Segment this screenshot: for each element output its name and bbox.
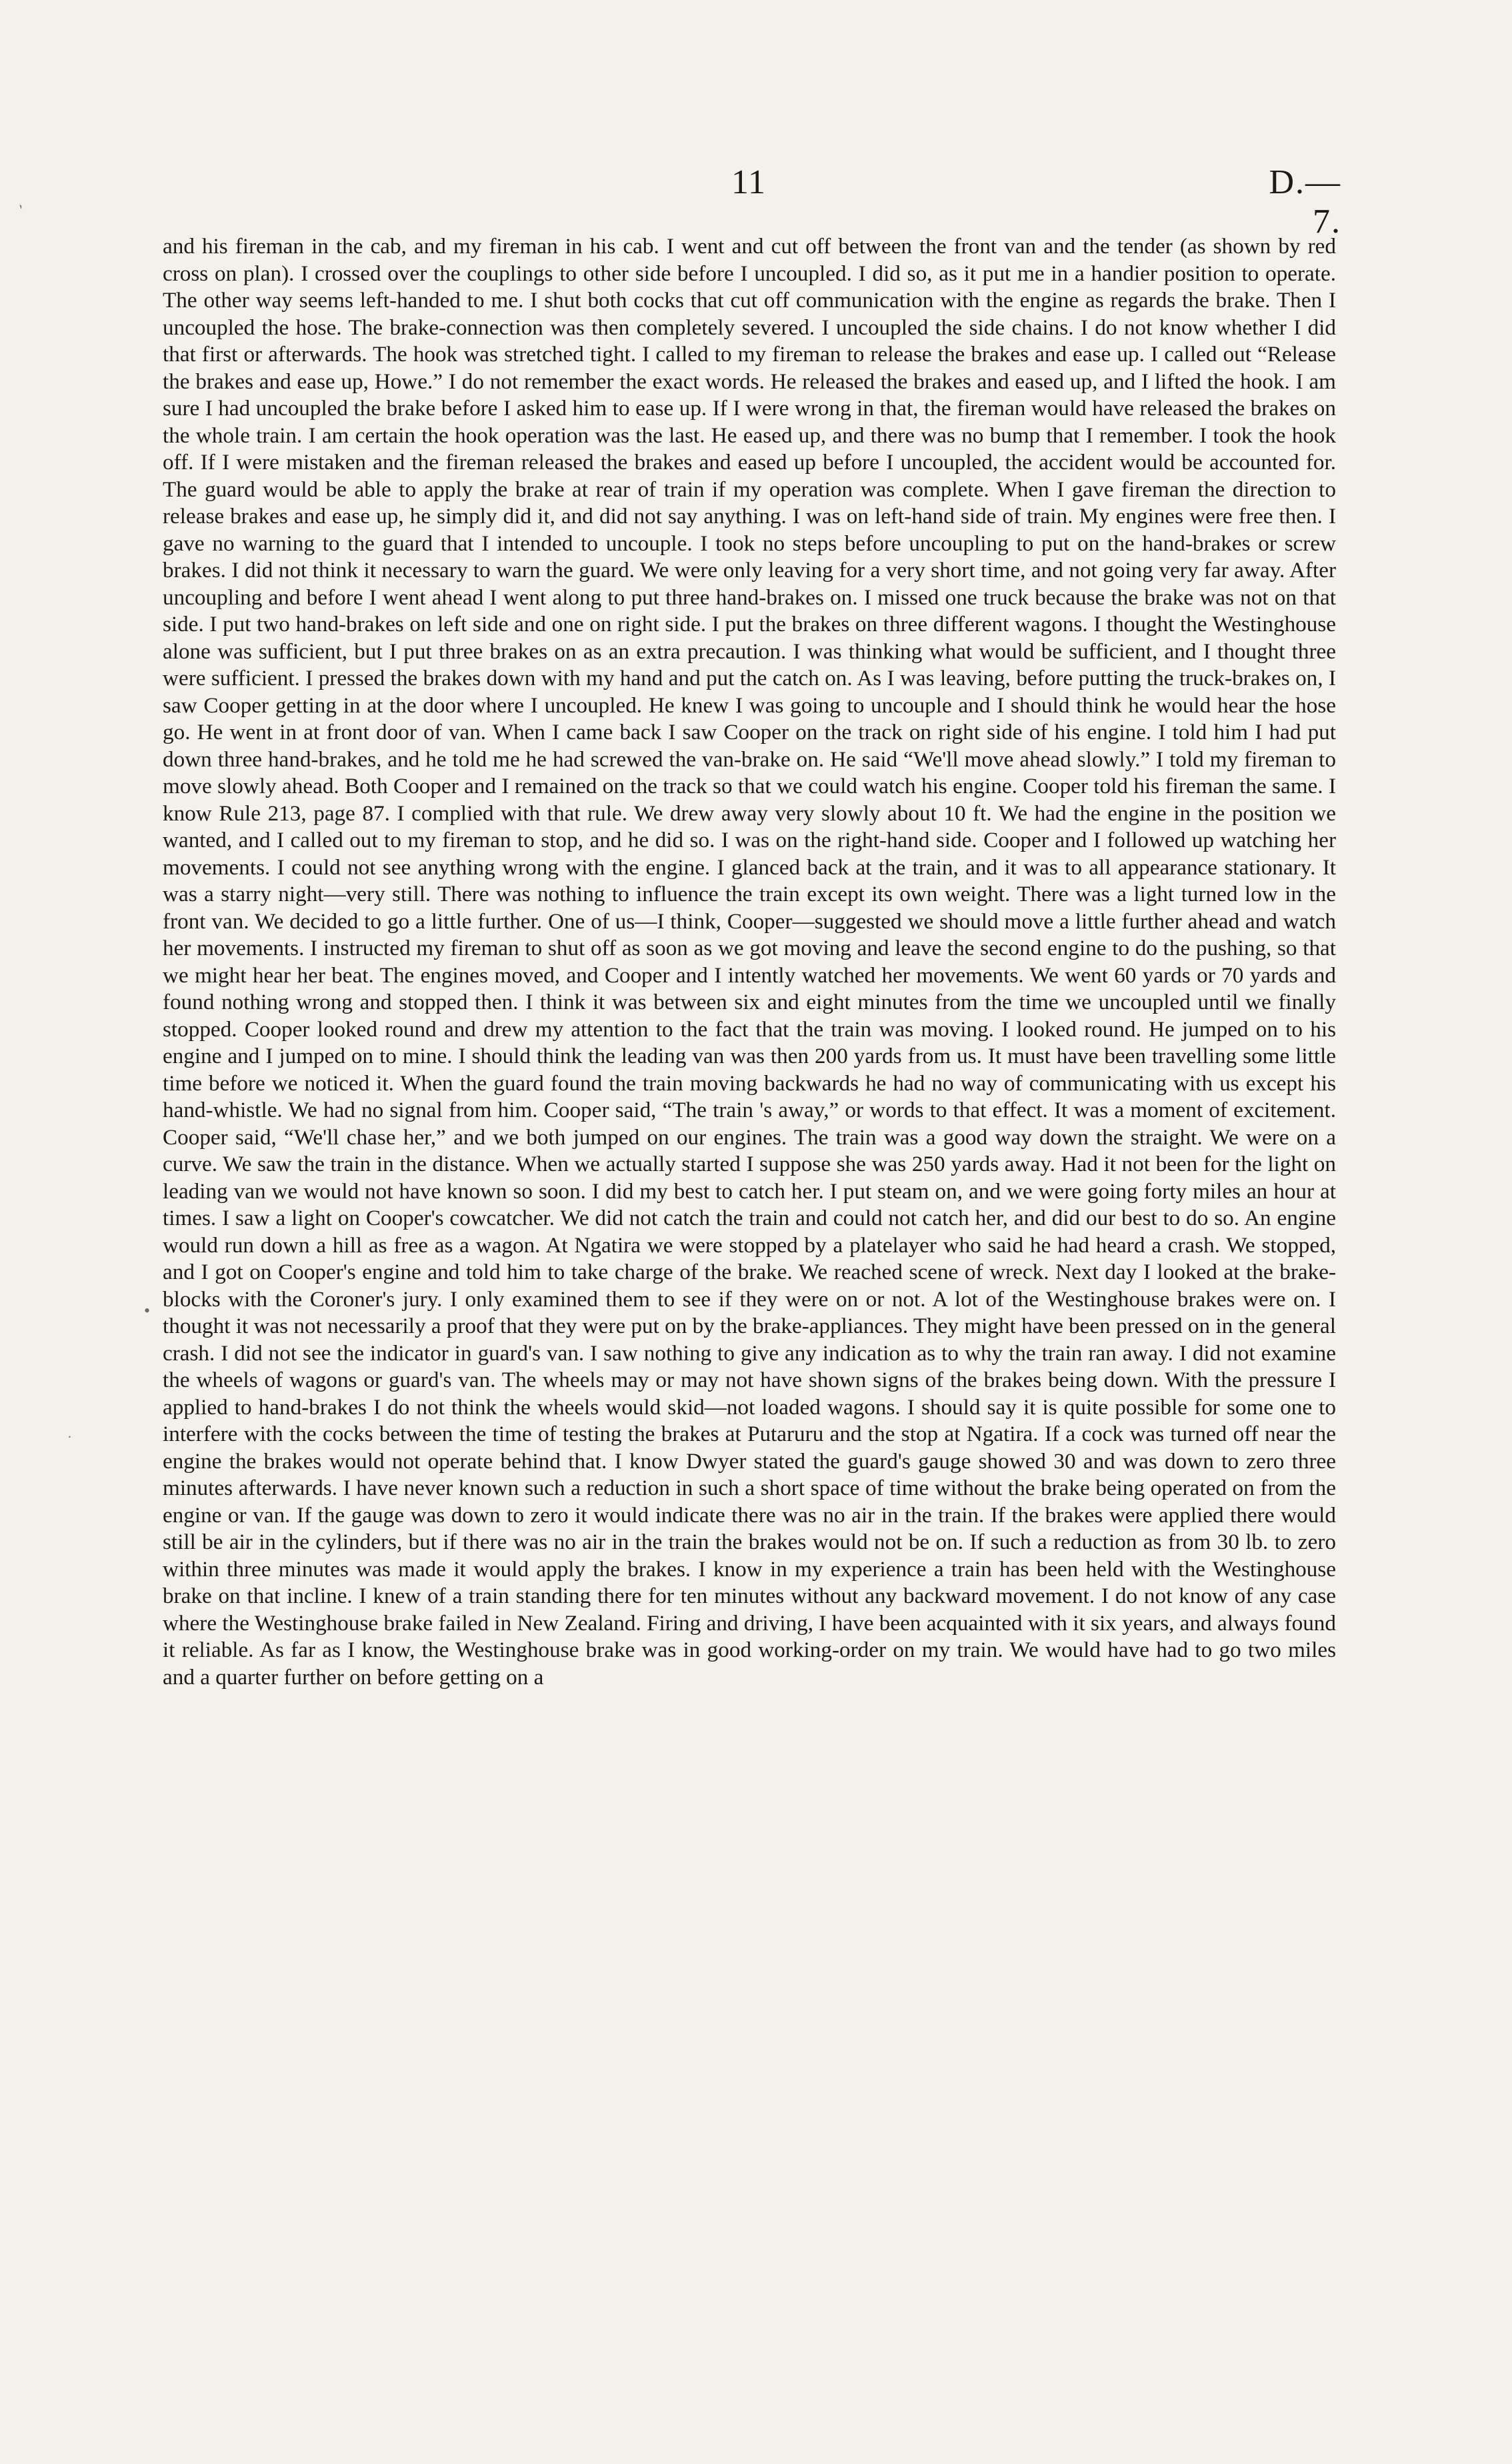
margin-mark: ` xyxy=(9,201,26,221)
body-paragraph: and his fireman in the cab, and my fireman in his cab. I went and cut off between the front van and the tender (as shown by red cross on plan). I crossed over the couplings to other side before I uncoupled. I did so, as it put me in a handier position to operate. The other way seems left-handed to me. I shut both cocks that cut off communication with the engine as regards the brake. Then I uncoupled the hose. The brake-connection was then completely severed. I uncoupled the side chains. I do not know whether I did that first or afterwards. The hook was stretched tight. I called to my fireman to release the brakes and ease up. I called out “Release the brakes and ease up, Howe.” I do not remember the exact words. He released the brakes and eased up, and I lifted the hook. I am sure I had uncoupled the brake before I asked him to ease up. If I were wrong in that, the fireman would have released the brakes on the whole train. I am certain the hook operation was the last. He eased up, and there was no bump that I remember. I took the hook off. If I were mistaken and the fireman released the brakes and eased up before I uncoupled, the accident would be accounted for. The guard would be able to apply the brake at rear of train if my operation was complete. When I gave fireman the direction to release brakes and ease up, he simply did it, and did not say anything. I was on left-hand side of train. My engines were free then. I gave no warning to the guard that I intended to uncouple. I took no steps before uncoupling to put on the hand-brakes or screw brakes. I did not think it necessary to warn the guard. We were only leaving for a very short time, and not going very far away. After uncoupling and before I went ahead I went along to put three hand-brakes on. I missed one truck because the brake was not on that side. I put two hand-brakes on left side and one on right side. I put the brakes on three different wagons. I thought the Westinghouse alone was sufficient, but I put three brakes on as an extra precaution. I was thinking what would be sufficient, and I thought three were sufficient. I pressed the brakes down with my hand and put the catch on. As I was leaving, before putting the truck-brakes on, I saw Cooper getting in at the door where I uncoupled. He knew I was going to uncouple and I should think he would hear the hose go. He went in at front door of van. When I came back I saw Cooper on the track on right side of his engine. I told him I had put down three hand-brakes, and he told me he had screwed the van-brake on. He said “We'll move ahead slowly.” I told my fireman to move slowly ahead. Both Cooper and I remained on the track so that we could watch his engine. Cooper told his fireman the same. I know Rule 213, page 87. I complied with that rule. We drew away very slowly about 10 ft. We had the engine in the position we wanted, and I called out to my fireman to stop, and he did so. I was on the right-hand side. Cooper and I followed up watching her movements. I could not see anything wrong with the engine. I glanced back at the train, and it was to all appearance stationary. It was a starry night—very still. There was nothing to influence the train except its own weight. There was a light turned low in the front van. We decided to go a little further. One of us—I think, Cooper—suggested we should move a little further ahead and watch her movements. I instructed my fireman to shut off as soon as we got moving and leave the second engine to do the pushing, so that we might hear her beat. The engines moved, and Cooper and I intently watched her movements. We went 60 yards or 70 yards and found nothing wrong and stopped then. I think it was between six and eight minutes from the time we uncoupled until we finally stopped. Cooper looked round and drew my attention to the fact that the train was moving. I looked round. He jumped on to his engine and I jumped on to mine. I should think the leading van was then 200 yards from us. It must have been travelling some little time before we noticed it. When the guard found the train moving backwards he had no way of communicating with us except his hand-whistle. We had no signal from him. Cooper said, “The train 's away,” or words to that effect. It was a moment of excitement. Cooper said, “We'll chase her,” and we both jumped on our engines. The train was a good way down the straight. We were on a curve. We saw the train in the distance. When we actually started I suppose she was 250 yards away. Had it not been for the light on leading van we would not have known so soon. I did my best to catch her. I put steam on, and we were going forty miles an hour at times. I saw a light on Cooper's cowcatcher. We did not catch the train and could not catch her, and did our best to do so. An engine would run down a hill as free as a wagon. At Ngatira we were stopped by a platelayer who said he had heard a crash. We stopped, and I got on Cooper's engine and told him to take charge of the brake. We reached scene of wreck. Next day I looked at the brake-blocks with the Coroner's jury. I only examined them to see if they were on or not. A lot of the Westinghouse brakes were on. I thought it was not necessarily a proof that they were put on by the brake-appliances. They might have been pressed on in the general crash. I did not see the indicator in guard's van. I saw nothing to give any indication as to why the train ran away. I did not examine the wheels of wagons or guard's van. The wheels may or may not have shown signs of the brakes being down. With the pressure I applied to hand-brakes I do not think the wheels would skid—not loaded wagons. I should say it is quite possible for some one to interfere with the cocks between the time of testing the brakes at Putaruru and the stop at Ngatira. If a cock was turned off near the engine the brakes would not operate behind that. I know Dwyer stated the guard's gauge showed 30 and was down to zero three minutes afterwards. I have never known such a reduction in such a short space of time without the brake being operated on from the engine or van. If the gauge was down to zero it would indicate there was no air in the train. If the brakes were applied there would still be air in the cylinders, but if there was no air in the train the brakes would not be on. If such a reduction as from 30 lb. to zero within three minutes was made it would apply the brakes. I know in my experience a train has been held with the Westinghouse brake on that incline. I knew of a train standing there for ten minutes without any backward movement. I do not know of any case where the Westinghouse brake failed in New Zealand. Firing and driving, I have been acquainted with it six years, and always found it reliable. As far as I know, the Westinghouse brake was in good working-order on my train. We would have had to go two miles and a quarter further on before getting on a xyxy=(163,234,1336,1690)
document-reference: D.—7. xyxy=(1269,163,1341,241)
margin-mark: • xyxy=(144,1301,151,1320)
page-number: 11 xyxy=(731,163,767,201)
margin-mark: . xyxy=(68,1426,71,1441)
